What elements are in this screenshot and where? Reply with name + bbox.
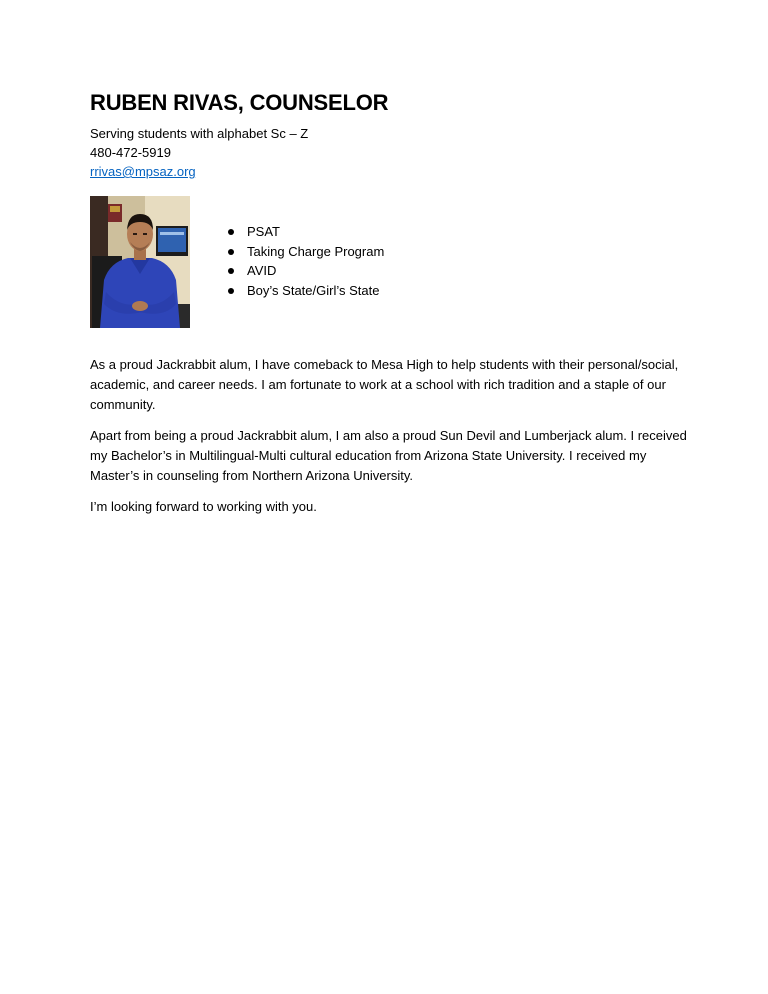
photo-and-programs (90, 196, 690, 328)
list-item-label: AVID (247, 263, 277, 278)
list-item (228, 222, 384, 242)
closing-paragraph: I’m looking forward to working with you. (90, 499, 317, 514)
page-title: RUBEN RIVAS, COUNSELOR (90, 90, 389, 115)
list-item-label: PSAT (247, 224, 280, 239)
bullet-icon (228, 249, 234, 255)
list-item (228, 281, 384, 301)
program-list (228, 222, 384, 300)
counselor-photo (90, 196, 190, 328)
email-link[interactable]: rrivas@mpsaz.org (90, 164, 196, 179)
serving-range: Serving students with alphabet Sc – Z (90, 126, 309, 141)
bullet-icon (228, 229, 234, 235)
list-item (228, 242, 384, 262)
list-item (228, 261, 384, 281)
document-body (90, 90, 690, 528)
list-item-label: Taking Charge Program (247, 243, 385, 259)
education-paragraph: Apart from being a proud Jackrabbit alum, I am also a proud Sun Devil and Lumberjack alum. I received my Bachelor’s in Multilingual-Multi cultural education from Arizona State University. I received my Master’s in counseling from Northern Arizona University. (90, 428, 687, 483)
bullet-icon (228, 268, 234, 274)
phone-number: 480-472-5919 (90, 145, 171, 160)
email-line (90, 162, 690, 181)
list-item-label: Boy’s State/Girl’s State (247, 282, 380, 298)
intro-paragraph: As a proud Jackrabbit alum, I have comeback to Mesa High to help students with their personal/social, academic, and career needs. I am fortunate to work at a school with rich tradition and a staple of our community. (90, 357, 679, 412)
bullet-icon (228, 288, 234, 294)
